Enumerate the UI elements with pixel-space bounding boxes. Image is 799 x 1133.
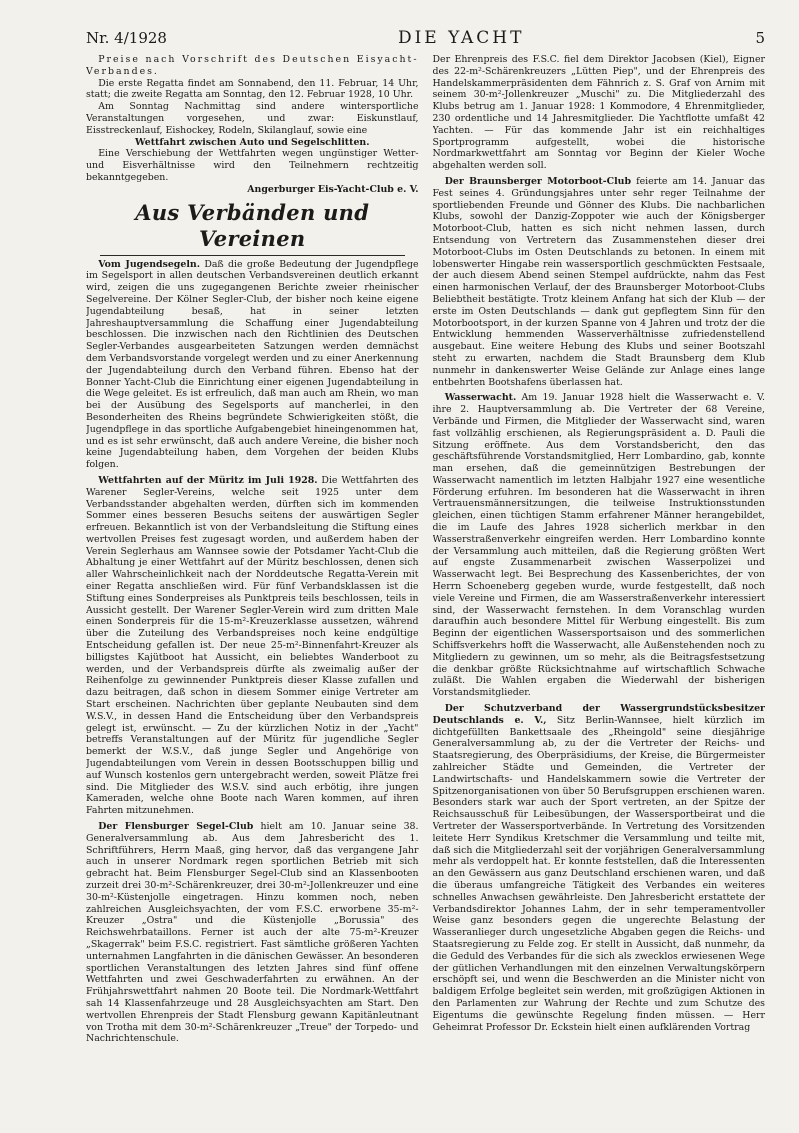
- notice-paragraph: Eine Verschiebung der Wettfahrten wegen ungünstiger Wetter- und Eisverhältnisse wird den Teilnehmern rechtzeitig bekanntgegeben.: [86, 148, 419, 183]
- article-heading: Wasserwacht.: [444, 392, 517, 404]
- left-column: [86, 54, 419, 1129]
- article-flensburg-continued: Der Ehrenpreis des F.S.C. fiel dem Direktor Jacobsen (Kiel), Eigner des 22-m²-Schärenkreuzers „Lütten Piep", und der Ehrenpreis des Handelskammerpräsidenten dem Fähnrich z. S. Graf von Arnim mit seinem 30-m²-Jollenkreuzer „Muschi" zu. Die Mitgliederzahl des Klubs betrug am 1. Januar 1928: 1 Kommodore, 4 Ehrenmitglieder, 230 ordentliche und 14 Jahresmitglieder. Die Yachtflotte umfaßt 42 Yachten. — Für das kommende Jahr ist ein reichhaltiges Sportprogramm aufgestellt, wobei die historische Nordmarkwettfahrt am Sonntag vor Beginn der Kieler Woche abgehalten werden soll.: [432, 54, 765, 172]
- article-mueritz: [86, 475, 419, 817]
- article-schutzverband: [433, 703, 766, 1033]
- page-header: [86, 28, 765, 48]
- article-flensburg: [86, 821, 419, 1045]
- magazine-title: DIE YACHT: [397, 28, 525, 48]
- page-number: 5: [755, 29, 765, 47]
- subheading: Wettfahrt zwischen Auto und Segelschlitten.: [135, 136, 370, 148]
- section-title: Aus Verbänden und Vereinen: [135, 199, 370, 251]
- article-body: hielt am 10. Januar seine 38. Generalversammlung ab. Aus dem Jahresbericht des 1. Schriftführers, Herrn Maaß, ging hervor, daß das vergangene Jahr auch in unserer Nordmark regen sportlichen Betrieb mit sich gebracht hat. Beim Flensburger Segel-Club sind an Klassenbooten zurzeit drei 30-m²-Schärenkreuzer, drei 30-m²-Jollenkreuzer und eine 30-m²-Küstenjolle eingetragen. Hinzu kommen noch, neben zahlreichen Ausgleichsyachten, der vom F.S.C. erworbene 35-m²-Kreuzer „Ostra" und die Küstenjolle „Borussia" des Reichswehrbataillons. Ferner ist auch der alte 75-m²-Kreuzer „Skagerrak" beim F.S.C. registriert. Fast sämtliche größeren Yachten unternahmen Langfahrten in die dänischen Gewässer. An besonderen sportlichen Veranstaltungen des letzten Jahres sind fünf offene Wettfahrten und zwei Geschwaderfahrten zu erwähnen. An der Frühjahrswettfahrt nahmen 20 Boote teil. Die Nordmark-Wettfahrt sah 14 Klassenfahrzeuge und 28 Ausgleichsyachten am Start. Den wertvollen Ehrenpreis der Stadt Flensburg gewann Kapitänleutnant von Trotha mit dem 30-m²-Schärenkreuzer „Treue" der Torpedo- und Nachrichtenschule.: [86, 821, 419, 1045]
- intro-paragraph: Preise nach Vorschrift des Deutschen Eisyacht-Verbandes.: [86, 54, 419, 77]
- section-divider: [100, 255, 405, 256]
- intro-paragraph: Die erste Regatta findet am Sonnabend, den 11. Februar, 14 Uhr, statt; die zweite Regatta am Sonntag, den 12. Februar 1928, 10 Uhr.: [86, 77, 419, 101]
- article-body: Die Wettfahrten des Warener Segler-Vereins, welche seit 1925 unter dem Verbandsstander abgehalten werden, dürften sich im kommenden Sommer eines besseren Besuchs seitens der auswärtigen Segler erfreuen. Bekanntlich ist von der Verbandsleitung die Stiftung eines wertvollen Preises fest zugesagt worden, und außerdem haben der Verein Seglerhaus am Wannsee sowie der Potsdamer Yacht-Club die Abhaltung je einer Wettfahrt auf der Müritz beschlossen, denen sich aller Wahrscheinlichkeit nach der Norddeutsche Regatta-Verein mit einer Regatta anschließen wird. Für fünf Verbandsklassen ist die Stiftung eines Sonderpreises als Punktpreis teils beschlossen, teils in Aussicht gestellt. Der Warener Segler-Verein wird zum dritten Male einen Sonderpreis für die 15-m²-Kreuzerklasse aussetzen, während über die Zuteilung des Verbandspreises noch keine endgültige Entscheidung gefallen ist. Der neue 25-m²-Binnenfahrt-Kreuzer als billigstes Kajütboot hat Aussicht, ein beliebtes Wanderboot zu werden, und der Verbandspreis dürfte als zweimalig außer der Reihenfolge zu gewinnender Punktpreis dieser Klasse zufallen und dazu beitragen, daß schon in diesem Sommer einige Vertreter am Start erscheinen. Nachrichten über geplante Neubauten sind dem W.S.V., in dessen Hand die Entscheidung über den Verbandspreis gelegt ist, erwünscht. — Zu der kürzlichen Notiz in der „Yacht" betreffs Veranstaltungen auf der Müritz für jugendliche Segler bemerkt der W.S.V., daß junge Segler und Angehörige von Jugendabteilungen vom Verein in dessen Bootsschuppen billig und auf Wunsch kostenlos gern untergebracht werden, soweit Plätze frei sind. Die Mitglieder des W.S.V. sind auch erbötig, ihre jungen Kameraden, welche ohne Boote nach Waren kommen, auf ihren Fahrten mitzunehmen.: [86, 474, 419, 817]
- article-heading: Vom Jugendsegeln.: [98, 258, 200, 270]
- article-heading: Der Braunsberger Motorboot-Club: [444, 175, 632, 187]
- article-wasserwacht: [433, 392, 766, 699]
- article-heading: Der Flensburger Segel-Club: [98, 821, 254, 833]
- intro-paragraph: Am Sonntag Nachmittag sind andere wintersportliche Veranstaltungen vorgesehen, und zwar: Eiskunstlauf, Eisstreckenlauf, Eishockey, Rodeln, Skilanglauf, sowie eine: [86, 101, 419, 136]
- article-heading: Wettfahrten auf der Müritz im Juli 1928.: [98, 474, 318, 486]
- article-body: feierte am 14. Januar das Fest seines 4. Gründungsjahres unter sehr reger Teilnahme der sportliebenden Freunde und Gönner des Klubs. Die nachbarlichen Klubs, sowohl der Danzig-Zoppoter wie auch der Königsberger Motorboot-Club, hatten es sich nicht nehmen lassen, durch Entsendung von Vertretern das Zusammenstehen dieser drei Motorboot-Clubs im Osten Deutschlands zu betonen. In einem mit lobenswerter Hingabe rein wassersportlich geschmückten Festsaale, der auch diesem Abend seinen Stempel aufdrückte, nahm das Fest einen harmonischen Verlauf, der des Braunsberger Motorboot-Clubs Beliebtheit bestätigte. Trotz kleinem Anfang hat sich der Klub — der erste im Osten Deutschlands — dank gut gepflegtem Sinn für den Motorbootsport, in der kurzen Spanne von 4 Jahren und trotz der die Entwicklung hemmenden Wasserverhältnisse zufriedenstellend ausgebaut. Eine weitere Hebung des Klubs und seiner Bootszahl steht zu erwarten, nachdem die Stadt Braunsberg dem Klub nunmehr in dankenswerter Weise Gelände zur Anlage eines lange entbehrten Bootshafens überlassen hat.: [432, 175, 765, 388]
- article-jugendsegeln: [86, 259, 419, 471]
- article-body: Sitz Berlin-Wannsee, hielt kürzlich im dichtgefüllten Bankettsaale des „Rheingold" seine diesjährige Generalversammlung ab, zu der die Vertreter der Reichs- und Staatsregierung, des Oberpräsidiums, der Kreise, die Bürgermeister zahlreicher Städte und Gemeinden, die Vertreter der Landwirtschafts- und Handelskammern sowie die Vertreter der Spitzenorganisationen von über 50 Berufsgruppen erschienen waren. Besonders stark war auch der Sport vertreten, an der Spitze der Reichsausschuß für Leibesübungen, der Wassersportbeirat und die Vertreter der Wassersportverbände. In Vertretung des Vorsitzenden leitete Herr Syndikus Kretschmer die Versammlung und teilte mit, daß sich die Mitgliederzahl seit der vorjährigen Generalversammlung mehr als verdoppelt hat. Er konnte feststellen, daß die Interessenten an den Gewässern aus ganz Deutschland erschienen waren, und daß die überaus umfangreiche Tätigkeit des Verbandes ein weiteres schnelles Anwachsen gewährleiste. Den Jahresbericht erstattete der Verbandsdirektor Johannes Lahm, der in sehr temperamentvoller Weise ganz besonders gegen die ungerechte Belastung der Wasseranlieger durch ungesetzliche Abgaben gegen die Reichs- und Staatsregierung zu Felde zog. Er stellt in Aussicht, daß nunmehr, da die Geduld des Verbandes für die sich als zwecklos erwiesenen Wege der gütlichen Verhandlungen mit den einzelnen Verwaltungskörpern erschöpft sei, und wenn die Beschwerden an die Minister nicht von baldigem Erfolge begleitet sein werden, mit großzügigen Aktionen in den Parlamenten zur Wahrung der Rechte und zum Schutze des Eigentums die gewünschte Regelung finden müssen. — Herr Geheimrat Professor Dr. Eckstein hielt einen aufklärenden Vortrag: [432, 714, 765, 1033]
- article-braunsberg: [433, 176, 766, 388]
- article-columns: [86, 54, 765, 1129]
- club-signature: Angerburger Eis-Yacht-Club e. V.: [247, 183, 419, 195]
- article-body: Am 19. Januar 1928 hielt die Wasserwacht e. V. ihre 2. Hauptversammlung ab. Die Vertreter der 68 Vereine, Verbände und Firmen, die Mitglieder der Wasserwacht sind, waren fast vollzählig erschienen, als Regierungspräsident a. D. Pauli die Sitzung eröffnete. Aus dem Vorstandsbericht, den das geschäftsführende Vorstandsmitglied, Herr Lombardino, gab, konnte man ersehen, daß die gemeinnützigen Bestrebungen der Wasserwacht namentlich im letzten Halbjahr 1927 eine wesentliche Förderung erfuhren. Im besonderen hat die Wasserwacht in ihren Vertrauensmännersitzungen, die teilweise Instruktionsstunden gleichen, einen tüchtigen Stamm erfahrener Männer herangebildet, die im Laufe des Jahres 1928 sicherlich merkbar in den Wasserstraßenverkehr eingreifen werden. Herr Lombardino konnte der Versammlung auch mitteilen, daß die Regierung größten Wert auf engste Zusammenarbeit zwischen Wasserpolizei und Wasserwacht legt. Bei Besprechung des Kassenberichtes, der von Herrn Schoeneberg gegeben wurde, wurde festgestellt, daß noch viele Vereine und Firmen, die am Wasserstraßenverkehr interessiert sind, der Wasserwacht fernstehen. In dem Voranschlag wurden daraufhin auch besondere Mittel für Werbung eingestellt. Bis zum Beginn der eigentlichen Wassersportsaison und des sommerlichen Schiffsverkehrs hofft die Wasserwacht, alle Außenstehenden noch zu Mitgliedern zu gewinnen, um so mehr, als die Beitragsfestsetzung die denkbar größte Rücksichtnahme auf wirtschaftlich Schwache zuläßt. Die Wahlen ergaben die Wiederwahl der bisherigen Vorstandsmitglieder.: [432, 392, 765, 699]
- article-body: Daß die große Bedeutung der Jugendpflege im Segelsport in allen deutschen Verbandsvereinen deutlich erkannt wird, zeigen die uns zugegangenen Berichte zweier rheinischer Segelvereine. Der Kölner Segler-Club, der bisher noch keine eigene Jugendabteilung besaß, hat in seiner letzten Jahreshauptversammlung die Schaffung einer Jugendabteilung beschlossen. Die inzwischen nach den Richtlinien des Deutschen Segler-Verbandes ausgearbeiteten Satzungen werden demnächst dem Verbandsvorstande vorgelegt werden und zu einer Anerkennung der Jugendabteilung durch den Verband führen. Ebenso hat der Bonner Yacht-Club die Einrichtung einer eigenen Jugendabteilung in die Wege geleitet. Es ist erfreulich, daß man auch am Rhein, wo man bei der Ausübung des Segelsports auf mancherlei, in den Besonderheiten des Rheins begründete Schwierigkeiten stößt, die Jugendpflege in das sportliche Aufgabengebiet hineingenommen hat, und es ist sehr erwünscht, daß auch andere Vereine, die bisher noch keine Jugendabteilung haben, dem Vorgehen der beiden Klubs folgen.: [86, 258, 419, 471]
- article-heading: Der Schutzverband der Wassergrundstücksbesitzer Deutschlands e. V.,: [432, 703, 765, 726]
- right-column: [433, 54, 766, 1129]
- issue-number: Nr. 4/1928: [86, 29, 167, 47]
